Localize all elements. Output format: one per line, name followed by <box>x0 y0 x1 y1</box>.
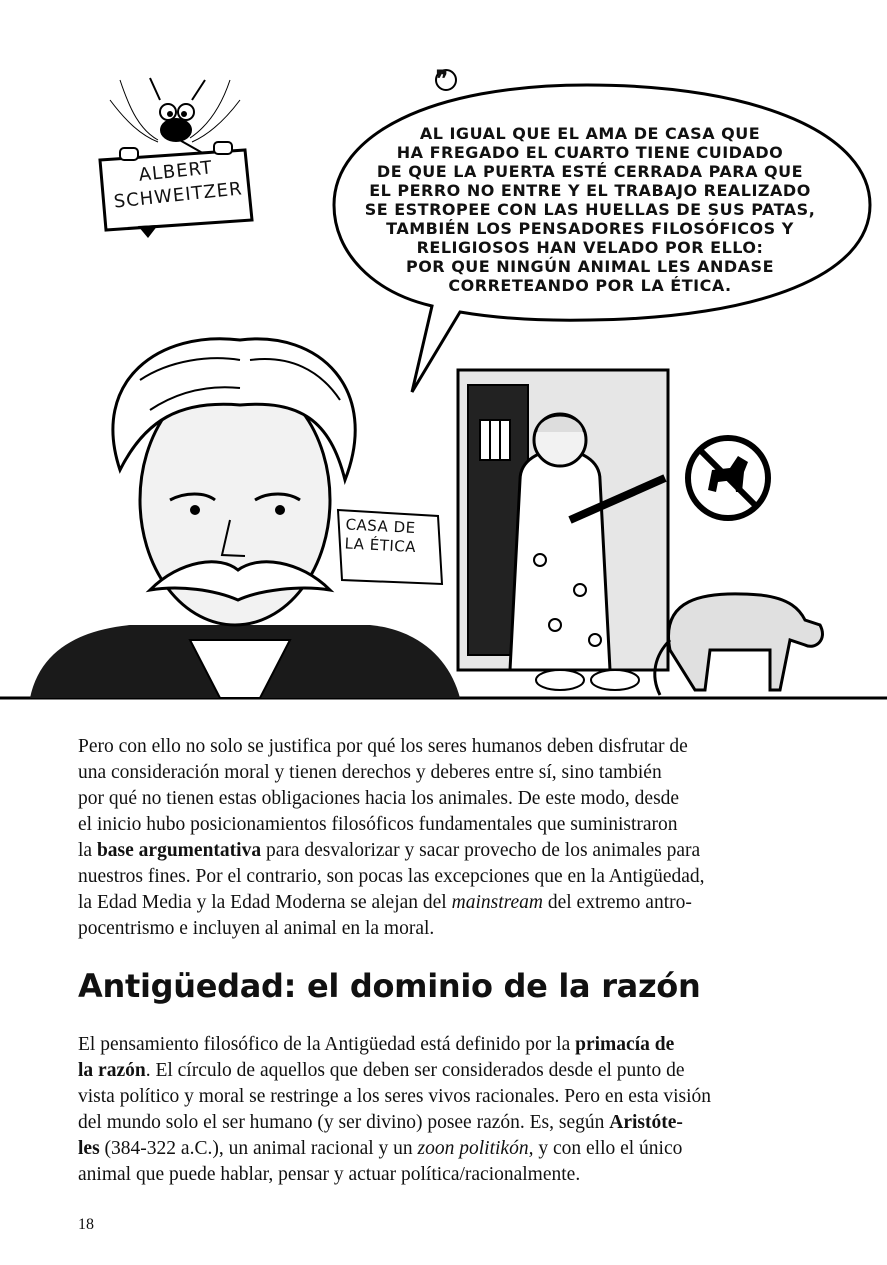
dog-figure <box>655 594 823 695</box>
page-number: 18 <box>78 1216 94 1233</box>
section-heading: Antigüedad: el dominio de la razón <box>78 967 701 1005</box>
text-line <box>78 812 818 838</box>
text-run: nuestros fines. Por el contrario, son pocas las excepciones que en la Antigüedad, <box>78 866 705 887</box>
sign-line: CASA DE <box>345 515 417 538</box>
speech-line: DE QUE LA PUERTA ESTÉ CERRADA PARA QUE <box>376 162 804 181</box>
caption-line: SCHWEITZER <box>112 178 244 213</box>
text-line <box>78 838 818 864</box>
text-run: la Edad Media y la Edad Moderna se alejan del <box>78 892 452 913</box>
text-line <box>78 890 818 916</box>
text-run: Pero con ello no solo se justifica por qué los seres humanos deben disfrutar de <box>78 736 688 757</box>
text-run: animal que puede hablar, pensar y actuar política/racionalmente. <box>78 1164 581 1185</box>
caption-line: ALBERT <box>137 157 214 186</box>
text-line <box>78 1136 818 1162</box>
text-run: para desvalorizar y sacar provecho de los animales para <box>261 840 701 861</box>
speech-bubble-text <box>340 124 840 295</box>
text-run: la <box>78 840 97 861</box>
intro-paragraph <box>78 734 818 942</box>
text-run: por qué no tienen estas obligaciones hacia los animales. De este modo, desde <box>78 788 680 809</box>
speech-line: EL PERRO NO ENTRE Y EL TRABAJO REALIZADO <box>369 181 811 200</box>
text-run: y con ello el único <box>533 1138 683 1159</box>
bold-text: la razón <box>78 1060 146 1081</box>
text-run: del mundo solo el ser humano (y ser divino) posee razón. Es, según <box>78 1112 610 1133</box>
text-run: El pensamiento filosófico de la Antigüedad está definido por la <box>78 1034 576 1055</box>
text-run: . El círculo de aquellos que deben ser considerados desde el punto de <box>145 1060 685 1081</box>
speech-line: CORRETEANDO POR LA ÉTICA. <box>448 276 732 295</box>
no-dogs-icon <box>688 438 768 518</box>
speech-line: HA FREGADO EL CUARTO TIENE CUIDADO <box>396 143 784 162</box>
italic-text: zoon politikón, <box>417 1138 534 1159</box>
text-run: pocentrismo e incluyen al animal en la moral. <box>78 918 435 939</box>
casa-de-la-etica-sign <box>344 515 446 558</box>
text-run: del extremo antro- <box>542 892 692 913</box>
text-line <box>78 786 818 812</box>
sign-line: LA ÉTICA <box>344 534 417 557</box>
text-line <box>78 864 818 890</box>
text-line <box>78 734 818 760</box>
text-run: (384-322 a.C.), un animal racional y un <box>99 1138 418 1159</box>
text-line <box>78 760 818 786</box>
text-line <box>78 1084 818 1110</box>
bold-text: les <box>78 1138 100 1159</box>
text-run: una consideración moral y tienen derechos y deberes entre sí, sino también <box>78 762 662 783</box>
bold-text: primacía de <box>575 1034 675 1055</box>
bold-text: base argumentativa <box>96 840 262 861</box>
text-line <box>78 1032 818 1058</box>
speech-line: POR QUE NINGÚN ANIMAL LES ANDASE <box>405 257 775 276</box>
text-run: vista político y moral se restringe a los seres vivos racionales. Pero en esta visión <box>78 1086 712 1107</box>
text-line <box>78 1162 818 1188</box>
text-run: el inicio hubo posicionamientos filosóficos fundamentales que suministraron <box>78 814 678 835</box>
speech-line: TAMBIÉN LOS PENSADORES FILOSÓFICOS Y <box>386 219 794 238</box>
speech-line: SE ESTROPEE CON LAS HUELLAS DE SUS PATAS, <box>364 200 816 219</box>
speech-line: AL IGUAL QUE EL AMA DE CASA QUE <box>419 124 761 143</box>
speech-line: RELIGIOSOS HAN VELADO POR ELLO: <box>416 238 764 257</box>
antiquity-paragraph <box>78 1032 818 1188</box>
text-line <box>78 1058 818 1084</box>
italic-text: mainstream <box>451 892 543 913</box>
bold-text: Aristóte- <box>609 1112 683 1133</box>
text-line <box>78 916 818 942</box>
quote-mark: ❞ <box>436 66 448 92</box>
text-line <box>78 1110 818 1136</box>
